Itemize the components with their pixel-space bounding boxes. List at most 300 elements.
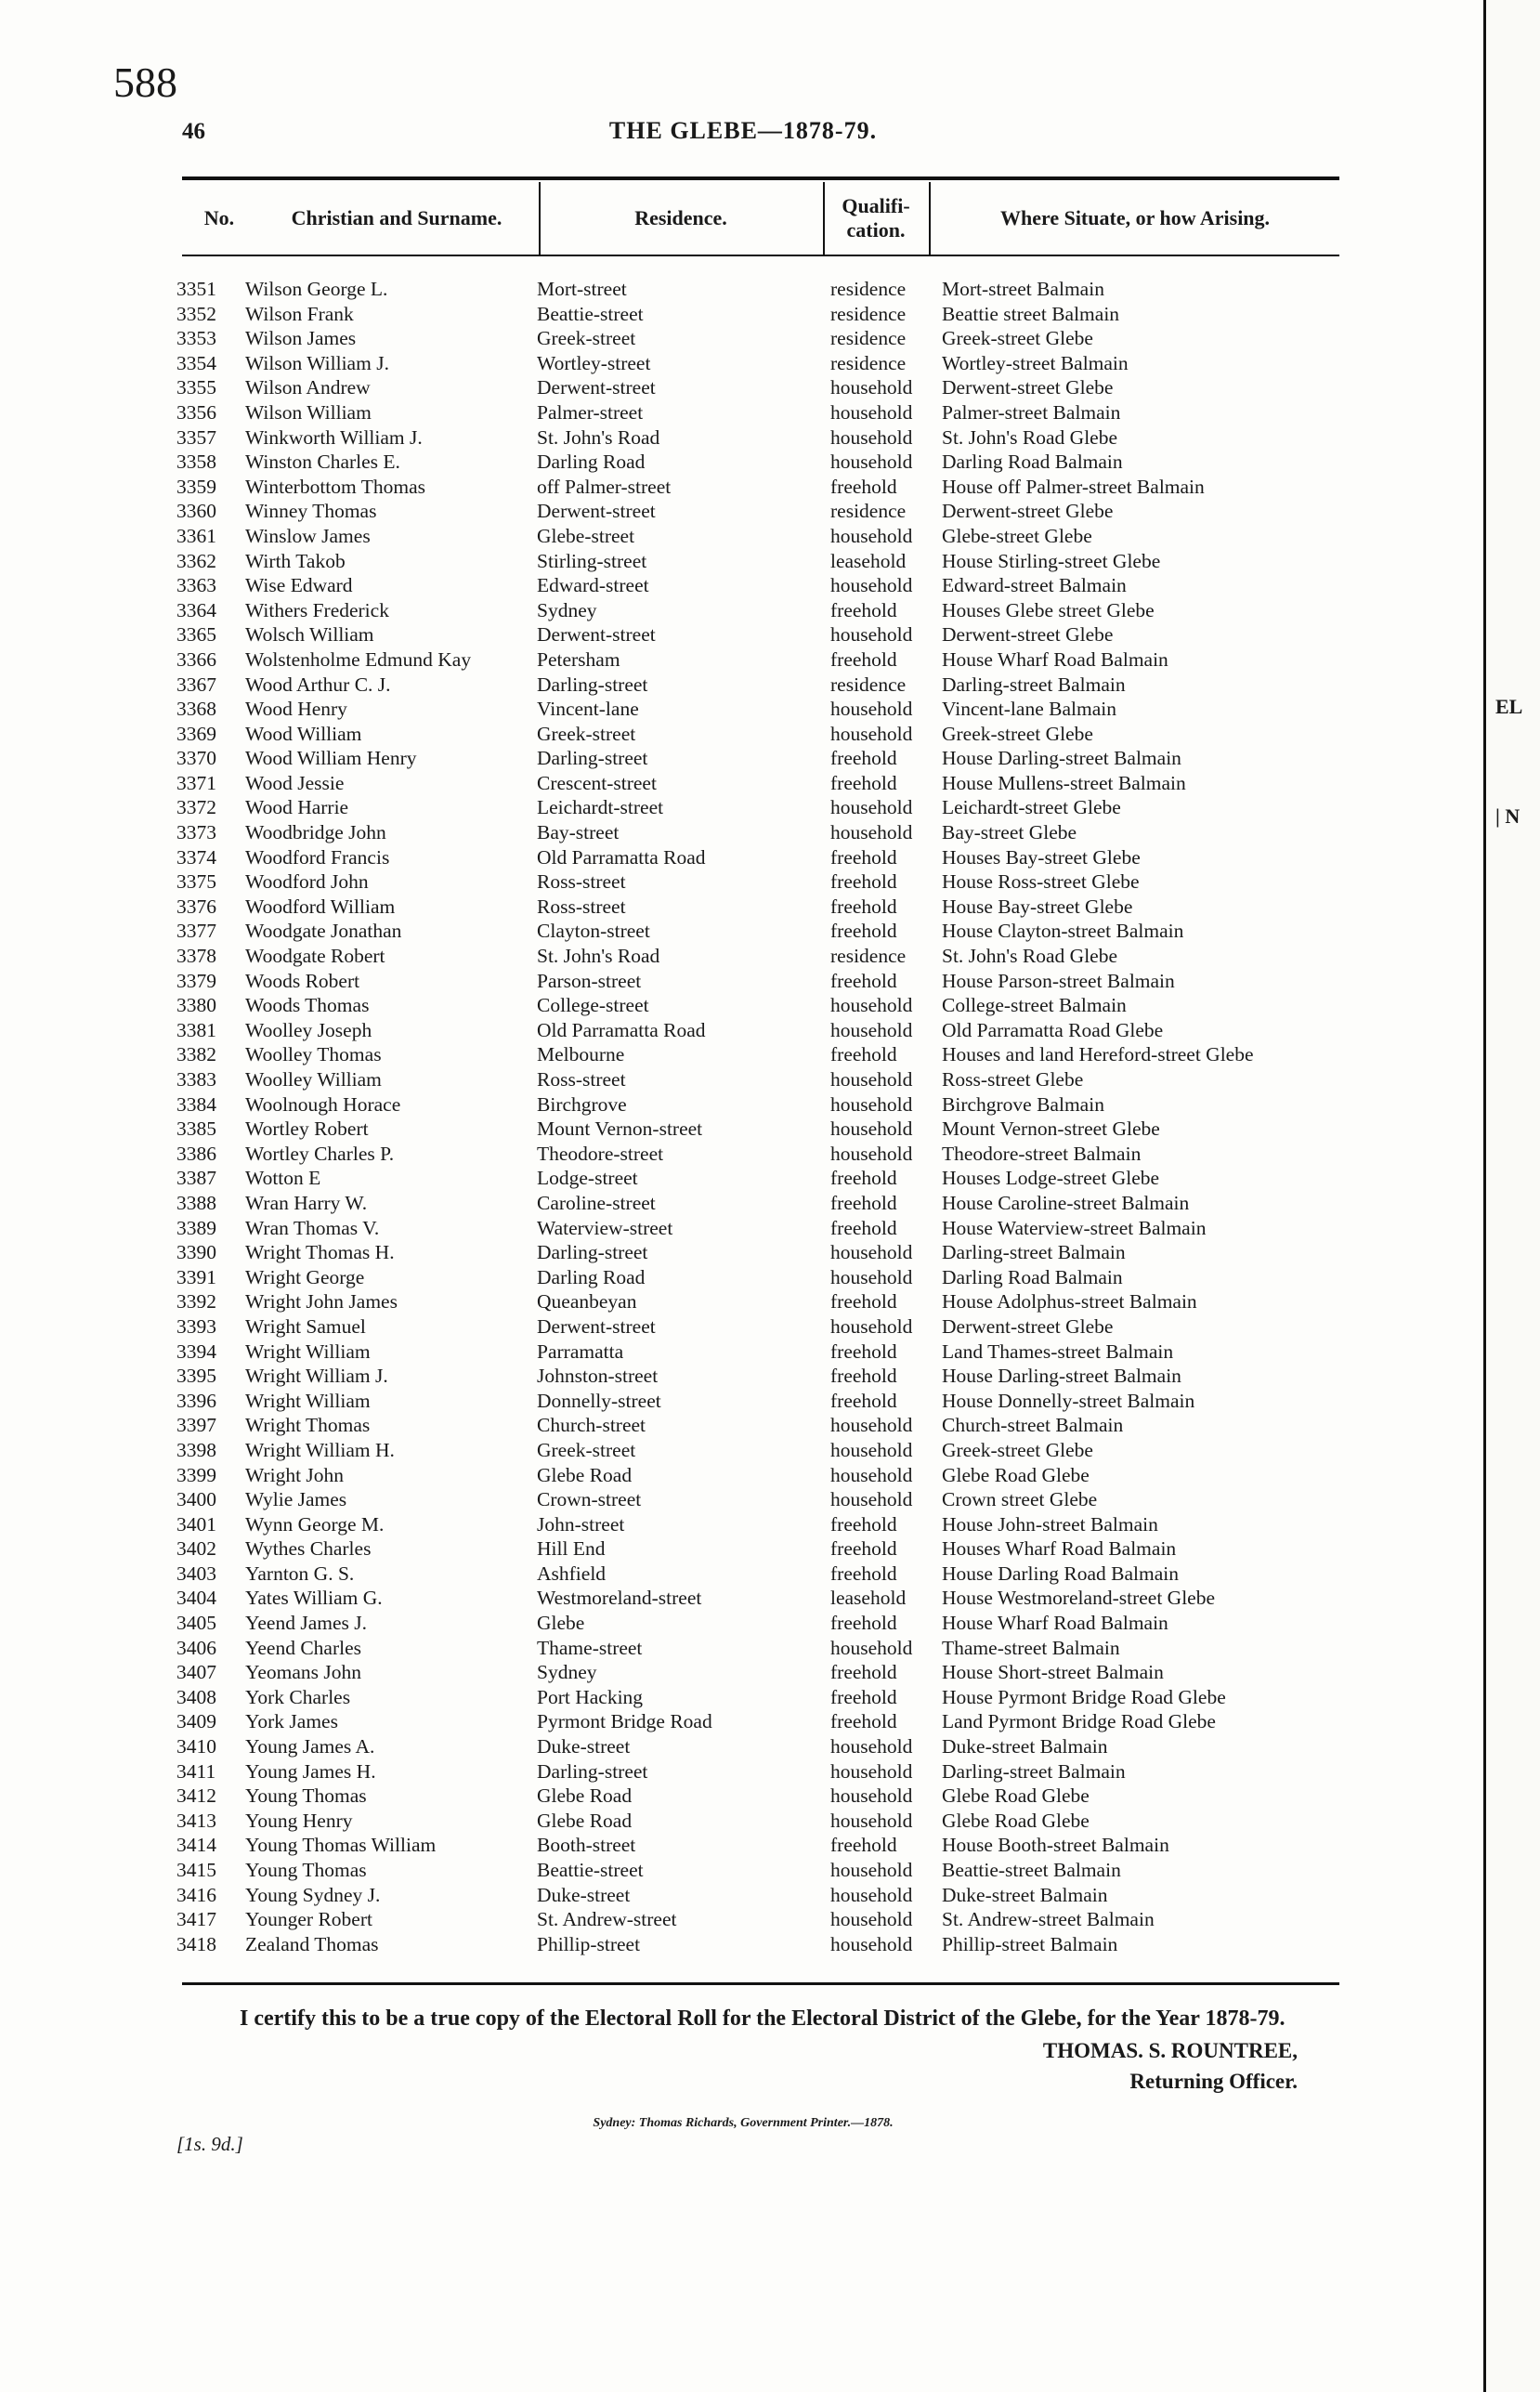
qualification-location: Wortley-street Balmain: [942, 351, 1129, 374]
elector-name: Wood William Henry: [245, 747, 417, 770]
elector-qualification: freehold: [830, 895, 897, 918]
elector-number: 3396: [176, 1389, 216, 1412]
qualification-location: Duke-street Balmain: [942, 1883, 1108, 1906]
elector-name: Wran Thomas V.: [245, 1216, 380, 1239]
elector-qualification: freehold: [830, 1290, 897, 1314]
qualification-location: Houses Glebe street Glebe: [942, 598, 1155, 621]
elector-number: 3374: [176, 845, 216, 869]
elector-qualification: freehold: [830, 1167, 897, 1190]
elector-qualification: household: [830, 698, 913, 721]
elector-residence: Clayton-street: [537, 920, 650, 943]
elector-number: 3394: [176, 1340, 216, 1363]
elector-qualification: household: [830, 1735, 913, 1758]
page-title: THE GLEBE—1878-79.: [608, 117, 878, 144]
qualification-location: House Parson-street Balmain: [942, 969, 1175, 992]
elector-number: 3373: [176, 821, 216, 844]
elector-qualification: freehold: [830, 969, 897, 992]
elector-residence: Greek-street: [537, 327, 636, 350]
elector-qualification: household: [830, 1932, 913, 1955]
qualification-location: Derwent-street Glebe: [942, 1314, 1114, 1338]
elector-residence: Booth-street: [537, 1834, 636, 1857]
table-row: [0, 1289, 1486, 1314]
elector-name: Woodford William: [245, 895, 396, 918]
table-row: [0, 1883, 1486, 1908]
table-row: [0, 1438, 1486, 1463]
elector-qualification: household: [830, 722, 913, 745]
signer-name: THOMAS. S. ROUNTREE,: [1042, 2039, 1298, 2062]
elector-number: 3403: [176, 1562, 216, 1585]
table-row: [0, 326, 1486, 351]
column-header-no: No.: [203, 206, 235, 229]
elector-number: 3382: [176, 1043, 216, 1066]
table-row: [0, 1117, 1486, 1142]
table-row: [0, 1562, 1486, 1587]
table-row: [0, 499, 1486, 524]
qualification-location: Old Parramatta Road Glebe: [942, 1018, 1164, 1041]
qualification-location: Land Pyrmont Bridge Road Glebe: [942, 1710, 1216, 1733]
table-row: [0, 845, 1486, 870]
table-row: [0, 375, 1486, 400]
qualification-location: House Short-street Balmain: [942, 1661, 1164, 1684]
elector-number: 3383: [176, 1068, 216, 1091]
elector-residence: Ashfield: [537, 1562, 607, 1585]
elector-qualification: freehold: [830, 845, 897, 869]
elector-name: Wright John James: [245, 1290, 398, 1314]
elector-qualification: freehold: [830, 1612, 897, 1635]
elector-residence: Birchgrove: [537, 1092, 627, 1116]
qualification-location: Ross-street Glebe: [942, 1068, 1084, 1091]
roll-table-body: [0, 277, 1486, 1956]
qualification-location: Houses Bay-street Glebe: [942, 845, 1141, 869]
table-row: [0, 1685, 1486, 1710]
qualification-location: House Bay-street Glebe: [942, 895, 1133, 918]
elector-residence: Palmer-street: [537, 400, 644, 424]
elector-name: Woodgate Robert: [245, 945, 385, 968]
elector-qualification: household: [830, 1142, 913, 1165]
elector-residence: Waterview-street: [537, 1216, 673, 1239]
elector-qualification: freehold: [830, 771, 897, 794]
table-row: [0, 746, 1486, 771]
elector-number: 3376: [176, 895, 216, 918]
qualification-location: Darling-street Balmain: [942, 673, 1126, 696]
elector-qualification: freehold: [830, 647, 897, 671]
elector-residence: Edward-street: [537, 574, 649, 597]
table-row: [0, 450, 1486, 475]
elector-qualification: household: [830, 1414, 913, 1437]
qualification-location: Greek-street Glebe: [942, 722, 1093, 745]
elector-qualification: freehold: [830, 1389, 897, 1412]
elector-name: Wylie James: [245, 1488, 347, 1511]
table-row: [0, 1536, 1486, 1562]
table-row: [0, 1586, 1486, 1611]
qualification-location: House John-street Balmain: [942, 1512, 1158, 1536]
elector-number: 3395: [176, 1365, 216, 1388]
elector-number: 3351: [176, 278, 216, 300]
elector-qualification: freehold: [830, 1537, 897, 1561]
column-header-qualification: Qualifi-cation.: [842, 194, 910, 242]
elector-qualification: freehold: [830, 1365, 897, 1388]
qualification-location: Darling-street Balmain: [942, 1759, 1126, 1783]
elector-qualification: household: [830, 1784, 913, 1808]
qualification-location: House Wharf Road Balmain: [942, 647, 1168, 671]
elector-qualification: household: [830, 623, 913, 647]
elector-residence: St. John's Road: [537, 945, 660, 968]
elector-number: 3367: [176, 673, 216, 696]
qualification-location: House Booth-street Balmain: [942, 1834, 1169, 1857]
qualification-location: Mort-street Balmain: [942, 278, 1104, 300]
table-row: [0, 302, 1486, 327]
qualification-location: Land Thames-street Balmain: [942, 1340, 1174, 1363]
elector-qualification: freehold: [830, 1562, 897, 1585]
elector-residence: Thame-street: [537, 1636, 643, 1659]
certification-statement: I certify this to be a true copy of the Electoral Roll for the Electoral District of the Glebe, for the Year 1878-79.: [240, 2006, 1286, 2031]
elector-number: 3353: [176, 327, 216, 350]
table-row: [0, 400, 1486, 425]
elector-residence: Derwent-street: [537, 623, 656, 647]
qualification-location: Edward-street Balmain: [942, 574, 1127, 597]
elector-name: Younger Robert: [245, 1908, 372, 1931]
elector-qualification: household: [830, 376, 913, 399]
qualification-location: House Stirling-street Glebe: [942, 549, 1161, 572]
elector-residence: Melbourne: [537, 1043, 625, 1066]
qualification-location: Vincent-lane Balmain: [942, 698, 1116, 721]
elector-residence: Vincent-lane: [537, 698, 639, 721]
qualification-location: Derwent-street Glebe: [942, 500, 1114, 523]
folio-number: 588: [113, 59, 177, 106]
elector-name: Wortley Robert: [245, 1118, 369, 1141]
elector-qualification: freehold: [830, 1216, 897, 1239]
elector-name: Wirth Takob: [245, 549, 346, 572]
table-row: [0, 1364, 1486, 1389]
elector-name: Woodford Francis: [245, 845, 390, 869]
qualification-location: House Westmoreland-street Glebe: [942, 1587, 1215, 1610]
elector-number: 3392: [176, 1290, 216, 1314]
elector-name: Winslow James: [245, 524, 371, 547]
elector-number: 3363: [176, 574, 216, 597]
elector-number: 3356: [176, 400, 216, 424]
elector-qualification: freehold: [830, 1661, 897, 1684]
elector-number: 3379: [176, 969, 216, 992]
elector-name: Woods Robert: [245, 969, 360, 992]
elector-number: 3365: [176, 623, 216, 647]
table-row: [0, 722, 1486, 747]
qualification-location: Mount Vernon-street Glebe: [942, 1118, 1160, 1141]
elector-name: Wright William: [245, 1340, 371, 1363]
table-row: [0, 1314, 1486, 1340]
elector-qualification: household: [830, 1908, 913, 1931]
elector-residence: Queanbeyan: [537, 1290, 637, 1314]
elector-qualification: leasehold: [830, 1587, 907, 1610]
elector-residence: Darling-street: [537, 1759, 648, 1783]
elector-name: Wilson William: [245, 400, 372, 424]
elector-number: 3415: [176, 1859, 216, 1881]
qualification-location: Darling Road Balmain: [942, 451, 1123, 474]
elector-qualification: household: [830, 1118, 913, 1141]
table-row: [0, 820, 1486, 845]
elector-name: Wynn George M.: [245, 1512, 385, 1536]
qualification-location: Darling-street Balmain: [942, 1241, 1126, 1264]
elector-name: Wright Samuel: [245, 1314, 366, 1338]
table-row: [0, 1487, 1486, 1512]
elector-name: Wythes Charles: [245, 1537, 372, 1561]
elector-name: Wood William: [245, 722, 362, 745]
elector-qualification: residence: [830, 945, 907, 968]
elector-name: Yarnton G. S.: [245, 1562, 355, 1585]
table-row: [0, 524, 1486, 549]
table-row: [0, 673, 1486, 698]
elector-name: Wright William: [245, 1389, 371, 1412]
table-row: [0, 919, 1486, 944]
elector-qualification: freehold: [830, 747, 897, 770]
elector-residence: Port Hacking: [537, 1685, 644, 1708]
elector-name: York Charles: [245, 1685, 351, 1708]
table-header-rule: [182, 255, 1339, 256]
elector-name: Woolley Thomas: [245, 1043, 382, 1066]
qualification-location: Derwent-street Glebe: [942, 376, 1114, 399]
elector-qualification: residence: [830, 673, 907, 696]
elector-name: Wilson James: [245, 327, 357, 350]
elector-name: Wran Harry W.: [245, 1191, 368, 1214]
elector-name: Wotton E: [245, 1167, 321, 1190]
table-row: [0, 1216, 1486, 1241]
qualification-location: House Pyrmont Bridge Road Glebe: [942, 1685, 1226, 1708]
elector-number: 3402: [176, 1537, 216, 1561]
qualification-location: Greek-street Glebe: [942, 1438, 1093, 1461]
elector-qualification: freehold: [830, 1512, 897, 1536]
elector-residence: St. John's Road: [537, 425, 660, 449]
table-row: [0, 1759, 1486, 1784]
qualification-location: Bay-street Glebe: [942, 821, 1077, 844]
qualification-location: House Darling-street Balmain: [942, 747, 1181, 770]
qualification-location: Beattie-street Balmain: [942, 1859, 1121, 1881]
column-header-where: Where Situate, or how Arising.: [999, 206, 1271, 229]
qualification-location: St. John's Road Glebe: [942, 945, 1118, 968]
elector-residence: Glebe: [537, 1612, 585, 1635]
elector-number: 3414: [176, 1834, 216, 1857]
elector-name: Young Thomas: [245, 1859, 367, 1881]
elector-number: 3357: [176, 425, 216, 449]
elector-number: 3416: [176, 1883, 216, 1906]
elector-number: 3352: [176, 302, 216, 325]
elector-number: 3360: [176, 500, 216, 523]
elector-residence: Darling Road: [537, 451, 646, 474]
elector-residence: John-street: [537, 1512, 625, 1536]
qualification-location: Palmer-street Balmain: [942, 400, 1121, 424]
elector-residence: Lodge-street: [537, 1167, 638, 1190]
elector-qualification: freehold: [830, 1685, 897, 1708]
elector-number: 3358: [176, 451, 216, 474]
elector-residence: College-street: [537, 994, 649, 1017]
elector-qualification: household: [830, 574, 913, 597]
elector-residence: off Palmer-street: [537, 475, 672, 498]
qualification-location: House Adolphus-street Balmain: [942, 1290, 1197, 1314]
elector-number: 3404: [176, 1587, 216, 1610]
elector-name: Young Thomas William: [245, 1834, 437, 1857]
elector-qualification: household: [830, 451, 913, 474]
table-row: [0, 1389, 1486, 1414]
qualification-location: Houses Wharf Road Balmain: [942, 1537, 1177, 1561]
elector-number: 3380: [176, 994, 216, 1017]
elector-name: Winterbottom Thomas: [245, 475, 426, 498]
elector-qualification: household: [830, 1018, 913, 1041]
elector-name: Winkworth William J.: [245, 425, 423, 449]
elector-residence: Donnelly-street: [537, 1389, 661, 1412]
elector-residence: Stirling-street: [537, 549, 647, 572]
qualification-location: Leichardt-street Glebe: [942, 796, 1121, 819]
elector-residence: Darling Road: [537, 1265, 646, 1288]
elector-residence: Old Parramatta Road: [537, 845, 706, 869]
qualification-location: Houses and land Hereford-street Glebe: [942, 1043, 1254, 1066]
elector-number: 3372: [176, 796, 216, 819]
elector-name: Wilson William J.: [245, 351, 389, 374]
elector-qualification: household: [830, 1241, 913, 1264]
qualification-location: House Mullens-street Balmain: [942, 771, 1186, 794]
elector-residence: Glebe-street: [537, 524, 635, 547]
elector-number: 3390: [176, 1241, 216, 1264]
elector-number: 3412: [176, 1784, 216, 1808]
elector-number: 3378: [176, 945, 216, 968]
table-row: [0, 1611, 1486, 1636]
qualification-location: House off Palmer-street Balmain: [942, 475, 1205, 498]
qualification-location: House Waterview-street Balmain: [942, 1216, 1207, 1239]
elector-name: Wright Thomas H.: [245, 1241, 395, 1264]
qualification-location: Glebe Road Glebe: [942, 1784, 1090, 1808]
elector-name: Woodford John: [245, 870, 369, 894]
elector-number: 3393: [176, 1314, 216, 1338]
elector-qualification: freehold: [830, 598, 897, 621]
elector-number: 3381: [176, 1018, 216, 1041]
elector-name: Young Sydney J.: [245, 1883, 381, 1906]
elector-name: Yeomans John: [245, 1661, 362, 1684]
elector-residence: Ross-street: [537, 895, 626, 918]
elector-number: 3418: [176, 1932, 216, 1955]
elector-qualification: freehold: [830, 1710, 897, 1733]
table-row: [0, 869, 1486, 895]
elector-qualification: residence: [830, 500, 907, 523]
elector-name: Yeend James J.: [245, 1612, 367, 1635]
qualification-location: Houses Lodge-street Glebe: [942, 1167, 1160, 1190]
qualification-location: St. Andrew-street Balmain: [942, 1908, 1155, 1931]
elector-name: Wright John: [245, 1463, 345, 1486]
table-bottom-rule: [182, 1982, 1339, 1985]
elector-name: Woods Thomas: [245, 994, 370, 1017]
elector-name: Wilson Andrew: [245, 376, 371, 399]
table-row: [0, 1512, 1486, 1537]
elector-qualification: household: [830, 1488, 913, 1511]
table-row: [0, 993, 1486, 1018]
elector-number: 3369: [176, 722, 216, 745]
table-row: [0, 771, 1486, 796]
qualification-location: Phillip-street Balmain: [942, 1932, 1118, 1955]
table-row: [0, 351, 1486, 376]
elector-number: 3366: [176, 647, 216, 671]
qualification-location: House Clayton-street Balmain: [942, 920, 1184, 943]
elector-residence: Crescent-street: [537, 771, 657, 794]
elector-residence: Derwent-street: [537, 500, 656, 523]
table-row: [0, 1142, 1486, 1167]
qualification-location: Crown street Glebe: [942, 1488, 1098, 1511]
elector-qualification: household: [830, 1636, 913, 1659]
elector-name: Zealand Thomas: [245, 1932, 379, 1955]
elector-qualification: freehold: [830, 920, 897, 943]
qualification-location: Greek-street Glebe: [942, 327, 1093, 350]
elector-qualification: freehold: [830, 1834, 897, 1857]
elector-number: 3386: [176, 1142, 216, 1165]
elector-qualification: freehold: [830, 1043, 897, 1066]
table-row: [0, 622, 1486, 647]
elector-qualification: freehold: [830, 1340, 897, 1363]
elector-qualification: household: [830, 1068, 913, 1091]
signer-office: Returning Officer.: [1129, 2070, 1298, 2093]
elector-name: Wright William H.: [245, 1438, 395, 1461]
elector-number: 3384: [176, 1092, 216, 1116]
elector-number: 3387: [176, 1167, 216, 1190]
elector-number: 3355: [176, 376, 216, 399]
qualification-location: Darling Road Balmain: [942, 1265, 1123, 1288]
elector-number: 3405: [176, 1612, 216, 1635]
elector-residence: Parramatta: [537, 1340, 624, 1363]
table-row: [0, 277, 1486, 302]
elector-number: 3413: [176, 1809, 216, 1832]
table-row: [0, 425, 1486, 451]
elector-name: Winston Charles E.: [245, 451, 400, 474]
qualification-location: House Wharf Road Balmain: [942, 1612, 1168, 1635]
qualification-location: Glebe Road Glebe: [942, 1809, 1090, 1832]
table-row: [0, 969, 1486, 994]
elector-residence: Old Parramatta Road: [537, 1018, 706, 1041]
adjacent-page-fragment: | N: [1495, 804, 1520, 828]
page-number: 46: [182, 119, 205, 144]
table-row: [0, 1265, 1486, 1290]
elector-qualification: household: [830, 425, 913, 449]
elector-name: Young James H.: [245, 1759, 376, 1783]
elector-residence: Duke-street: [537, 1883, 631, 1906]
table-row: [0, 1340, 1486, 1365]
qualification-location: Duke-street Balmain: [942, 1735, 1108, 1758]
elector-name: Winney Thomas: [245, 500, 377, 523]
elector-residence: Darling-street: [537, 673, 648, 696]
elector-qualification: residence: [830, 351, 907, 374]
table-row: [0, 1018, 1486, 1043]
table-row: [0, 1709, 1486, 1734]
qualification-location: House Darling-street Balmain: [942, 1365, 1181, 1388]
elector-residence: Petersham: [537, 647, 620, 671]
elector-residence: Pyrmont Bridge Road: [537, 1710, 712, 1733]
elector-qualification: leasehold: [830, 549, 907, 572]
elector-residence: Darling-street: [537, 747, 648, 770]
elector-residence: Mort-street: [537, 278, 627, 300]
elector-number: 3401: [176, 1512, 216, 1536]
elector-number: 3399: [176, 1463, 216, 1486]
table-row: [0, 1067, 1486, 1092]
table-row: [0, 573, 1486, 598]
elector-number: 3408: [176, 1685, 216, 1708]
elector-qualification: freehold: [830, 870, 897, 894]
elector-number: 3364: [176, 598, 216, 621]
table-row: [0, 795, 1486, 820]
table-row: [0, 1932, 1486, 1957]
qualification-location: Birchgrove Balmain: [942, 1092, 1104, 1116]
table-row: [0, 549, 1486, 574]
elector-residence: Hill End: [537, 1537, 606, 1561]
elector-number: 3409: [176, 1710, 216, 1733]
table-row: [0, 1660, 1486, 1685]
elector-qualification: residence: [830, 302, 907, 325]
elector-qualification: household: [830, 1265, 913, 1288]
elector-name: Wortley Charles P.: [245, 1142, 395, 1165]
elector-number: 3371: [176, 771, 216, 794]
elector-residence: Beattie-street: [537, 1859, 644, 1881]
